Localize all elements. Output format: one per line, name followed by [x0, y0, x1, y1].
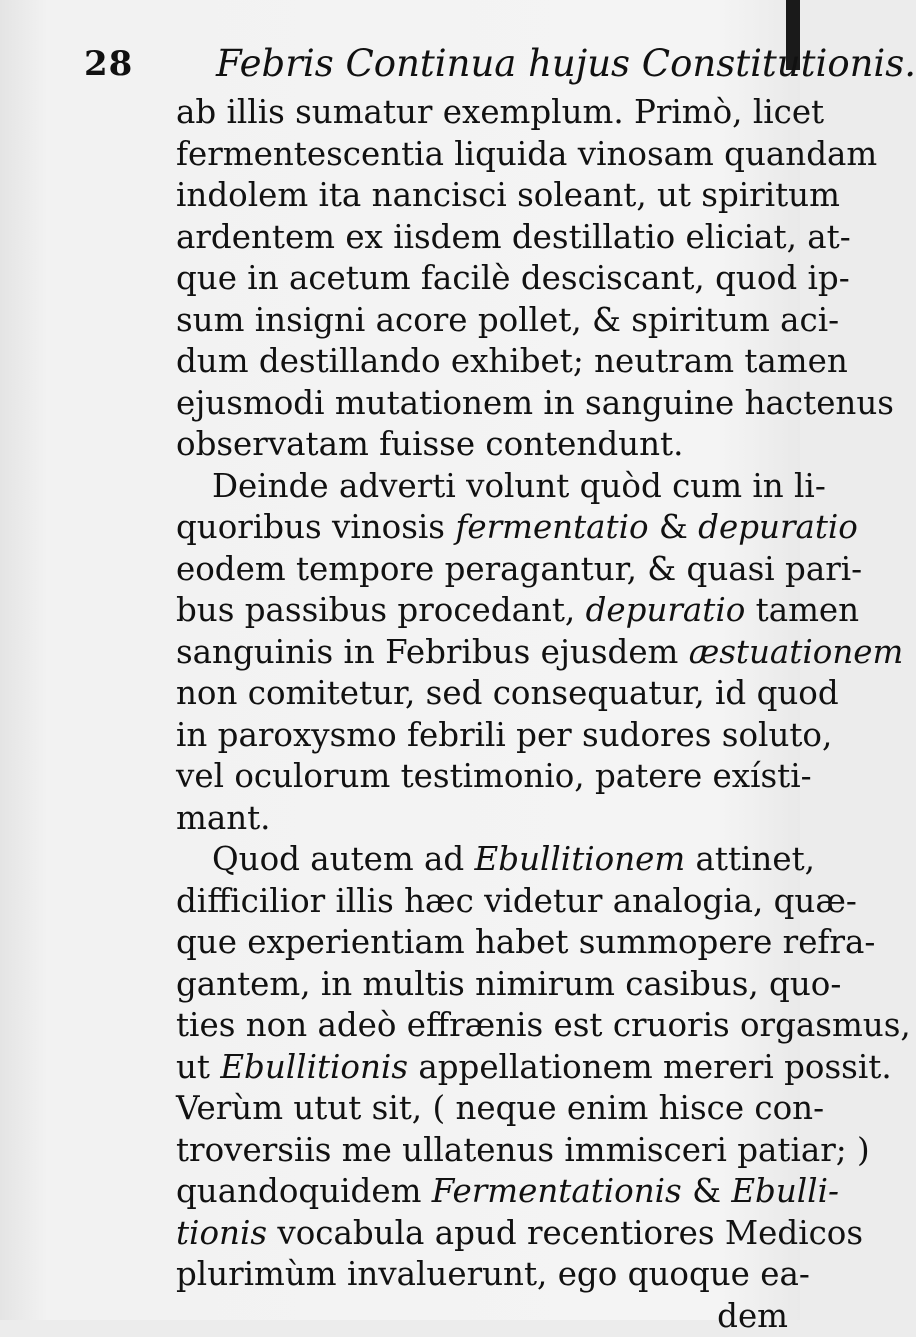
text-line: sum insigni acore pollet, & spiritum aci-: [176, 300, 788, 342]
body-text: [176, 92, 788, 1337]
text-line: indolem ita nancisci soleant, ut spiritum: [176, 175, 788, 217]
text-line: ardentem ex iisdem destillatio eliciat, at-: [176, 217, 788, 259]
text-run: bus passibus procedant,: [176, 591, 586, 629]
text-line: troversiis me ullatenus immisceri patiar; ): [176, 1130, 788, 1172]
text-line-mixed: [176, 1171, 788, 1213]
text-line: plurimùm invaluerunt, ego quoque ea-: [176, 1254, 788, 1296]
page-header: [0, 38, 800, 88]
text-run: quandoquidem: [176, 1172, 432, 1210]
italic-term: Ebullitionem: [475, 840, 686, 878]
catchword: dem: [176, 1296, 788, 1337]
text-line: mant.: [176, 798, 788, 840]
text-line: ejusmodi mutationem in sanguine hactenus: [176, 383, 788, 425]
running-title: Febris Continua hujus Constitutionis.: [216, 42, 916, 85]
text-run: Quod autem ad: [212, 840, 475, 878]
text-line-mixed: [176, 507, 788, 549]
text-run: tamen: [745, 591, 859, 629]
italic-term: depuratio: [698, 508, 858, 546]
text-line: fermentescentia liquida vinosam quandam: [176, 134, 788, 176]
text-line-mixed: [176, 839, 788, 881]
text-line-mixed: [176, 590, 788, 632]
text-line: gantem, in multis nimirum casibus, quo-: [176, 964, 788, 1006]
italic-term: tionis: [176, 1214, 267, 1252]
text-run: &: [682, 1172, 732, 1210]
text-line: ab illis sumatur exemplum. Primò, licet: [176, 92, 788, 134]
text-run: &: [649, 508, 699, 546]
text-line: eodem tempore peragantur, & quasi pari-: [176, 549, 788, 591]
text-line: ties non adeò effrænis est cruoris orgasmus,: [176, 1005, 788, 1047]
text-line: que in acetum facilè desciscant, quod ip-: [176, 258, 788, 300]
italic-term: fermentatio: [455, 508, 648, 546]
text-line: in paroxysmo febrili per sudores soluto,: [176, 715, 788, 757]
text-line: observatam fuisse contendunt.: [176, 424, 788, 466]
text-line: Verùm utut sit, ( neque enim hisce con-: [176, 1088, 788, 1130]
text-line-mixed: [176, 1213, 788, 1255]
text-line: que experientiam habet summopere refra-: [176, 922, 788, 964]
text-line-mixed: [176, 632, 788, 674]
page-number: 28: [84, 44, 133, 84]
text-run: quoribus vinosis: [176, 508, 455, 546]
text-line: Deinde adverti volunt quòd cum in li-: [176, 466, 788, 508]
text-run: vocabula apud recentiores Medicos: [267, 1214, 863, 1252]
italic-term: Fermentationis: [432, 1172, 682, 1210]
text-line: vel oculorum testimonio, patere exísti-: [176, 756, 788, 798]
text-line-mixed: [176, 1047, 788, 1089]
text-run: ut: [176, 1048, 220, 1086]
italic-term: Ebullitionis: [220, 1048, 408, 1086]
text-run: appellationem mereri possit.: [408, 1048, 892, 1086]
text-run: sanguinis in Febribus ejusdem: [176, 633, 689, 671]
italic-term: depuratio: [586, 591, 746, 629]
text-line: difficilior illis hæc videtur analogia, quæ-: [176, 881, 788, 923]
italic-term: Ebulli-: [731, 1172, 839, 1210]
text-run: attinet,: [685, 840, 815, 878]
text-line: dum destillando exhibet; neutram tamen: [176, 341, 788, 383]
italic-term: æstuationem: [689, 633, 904, 671]
text-line: non comitetur, sed consequatur, id quod: [176, 673, 788, 715]
